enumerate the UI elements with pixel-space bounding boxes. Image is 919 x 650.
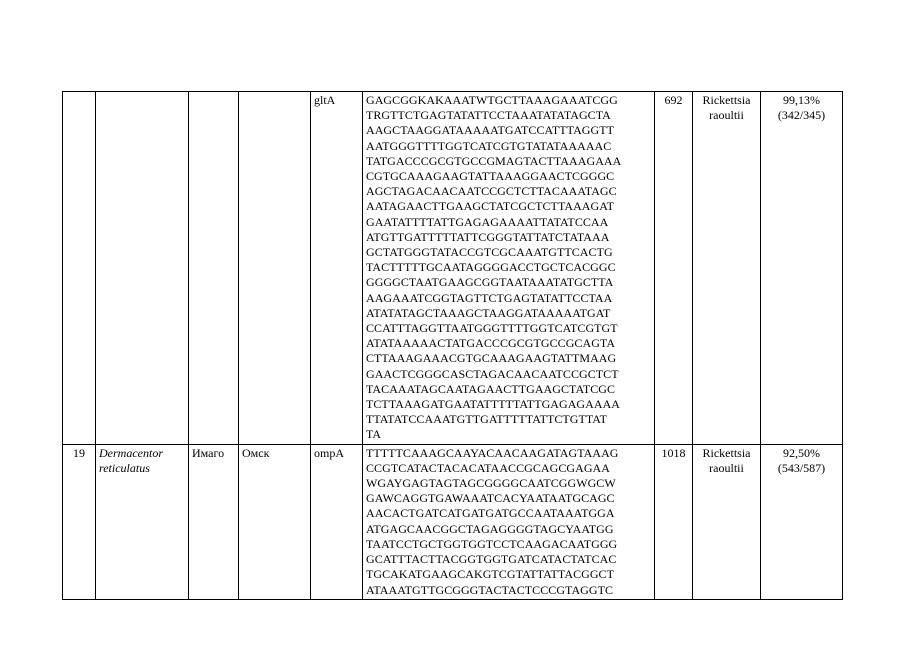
sequence-line: WGAYGAGTAGTAGCGGGGCAATCGGWGCW [366, 476, 616, 491]
sequence-line: ATGTTGATTTTTATTCGGGTATTATCTATAAA [366, 229, 610, 244]
identity-percent: 92,50% [783, 445, 820, 460]
organism-species: raoultii [709, 460, 744, 475]
sequence-line: ATATATAGCTAAAGCTAAGGATAAAAATGAT [366, 305, 611, 320]
sequence-line: TGCAKATGAAGCAKGTCGTATTATTACGGCT [366, 567, 614, 582]
sequence-line: TCTTAAAGATGAATATTTTTATTGAGAGAAAA [366, 397, 621, 412]
sequence-line: CGTGCAAAGAAGTATTAAAGGAACTCGGGC [366, 169, 615, 184]
sequence-line: TATGACCCGCGTGCCGMAGTACTTAAAGAAA [366, 153, 622, 168]
species-cell [96, 92, 189, 445]
row-number-cell: 19 [63, 444, 96, 599]
sequence-line: CTTAAAGAAACGTGCAAAGAAGTATTMAAG [366, 351, 617, 366]
organism-genus: Rickettsia [702, 93, 751, 107]
sequence-line: AATGGGTTTTGGTCATCGTGTATATAAAAAC [366, 138, 612, 153]
sequence-line: TA [366, 427, 382, 442]
sequence-line: GAWCAGGTGAWAAATCACYAATAATGCAGC [366, 491, 615, 506]
sequence-table [62, 91, 843, 600]
sequence-line: CCATTTAGGTTAATGGGTTTTGGTCATCGTGT [366, 321, 618, 336]
gene-cell: gltA [311, 92, 363, 445]
identity-percent: 99,13% [783, 93, 820, 107]
sequence-line: TRGTTCTGAGTATATTCCTAAATATATAGCTA [366, 108, 611, 123]
sequence-line: ATATAAAAACTATGACCCGCGTGCCGCAGTA [366, 336, 616, 351]
stage-cell [189, 92, 239, 445]
sequence-line: CCGTCATACTACACATAACCGCAGCGAGAA [366, 460, 610, 475]
species-genus: Dermacentor [99, 445, 163, 460]
sequence-line: TAATCCTGCTGGTGGTCCTCAAGACAATGGG [366, 536, 618, 551]
sequence-line: GAGCGGKAKAAATWTGCTTAAAGAAATCGG [366, 93, 618, 107]
sequence-line: TACTTTTTGCAATAGGGGACCTGCTCACGGC [366, 260, 616, 275]
location-cell [239, 92, 311, 445]
sequence-line: AAGAAATCGGTAGTTCTGAGTATATTCCTAA [366, 290, 613, 305]
sequence-line: GCATTTACTTACGGTGGTGATCATACTATCAC [366, 552, 617, 567]
row-number-cell [63, 92, 96, 445]
table-row [63, 444, 843, 599]
sequence-line: AATAGAACTTGAAGCTATCGCTCTTAAAGAT [366, 199, 614, 214]
sequence-line: TTATATCCAAATGTTGATTTTTATTCTGTTAT [366, 412, 608, 427]
table-row [63, 92, 843, 445]
sequence-line: TTTTTCAAAGCAAYACAACAAGATAGTAAAG [366, 445, 619, 460]
sequence-line: GGGGCTAATGAAGCGGTAATAAATATGCTTA [366, 275, 614, 290]
sequence-line: GCTATGGGTATACCGTCGCAAATGTTCACTG [366, 245, 613, 260]
length-cell: 692 [655, 92, 693, 445]
stage-cell: Имаго [189, 444, 239, 599]
organism-genus: Rickettsia [702, 445, 751, 460]
species-epithet: reticulatus [99, 460, 150, 475]
identity-ratio: (543/587) [777, 460, 826, 475]
sequence-line: GAACTCGGGCASCTAGACAACAATCCGCTCT [366, 366, 619, 381]
gene-cell: ompA [311, 444, 363, 599]
identity-ratio: (342/345) [777, 108, 826, 123]
sequence-line: ATGAGCAACGGCTAGAGGGGTAGCYAATGG [366, 521, 614, 536]
sequence-line: AACACTGATCATGATGATGCCAATAAATGGA [366, 506, 615, 521]
location-cell: Омск [239, 444, 311, 599]
organism-species: raoultii [709, 108, 744, 123]
sequence-cell [363, 92, 655, 445]
organism-cell [693, 444, 761, 599]
sequence-line: ATAAATGTTGCGGGTACTACTCCCGTAGGTC [366, 582, 614, 597]
organism-cell [693, 92, 761, 445]
sequence-line: AGCTAGACAACAATCCGCTCTTACAAATAGC [366, 184, 617, 199]
identity-cell [761, 444, 843, 599]
sequence-line: TACAAATAGCAATAGAACTTGAAGCTATCGC [366, 381, 616, 396]
species-cell [96, 444, 189, 599]
length-cell: 1018 [655, 444, 693, 599]
sequence-line: AAGCTAAGGATAAAAATGATCCATTTAGGTT [366, 123, 614, 138]
sequence-cell [363, 444, 655, 599]
sequence-line: GAATATTTTATTGAGAGAAAATTATATCCAA [366, 214, 609, 229]
identity-cell [761, 92, 843, 445]
